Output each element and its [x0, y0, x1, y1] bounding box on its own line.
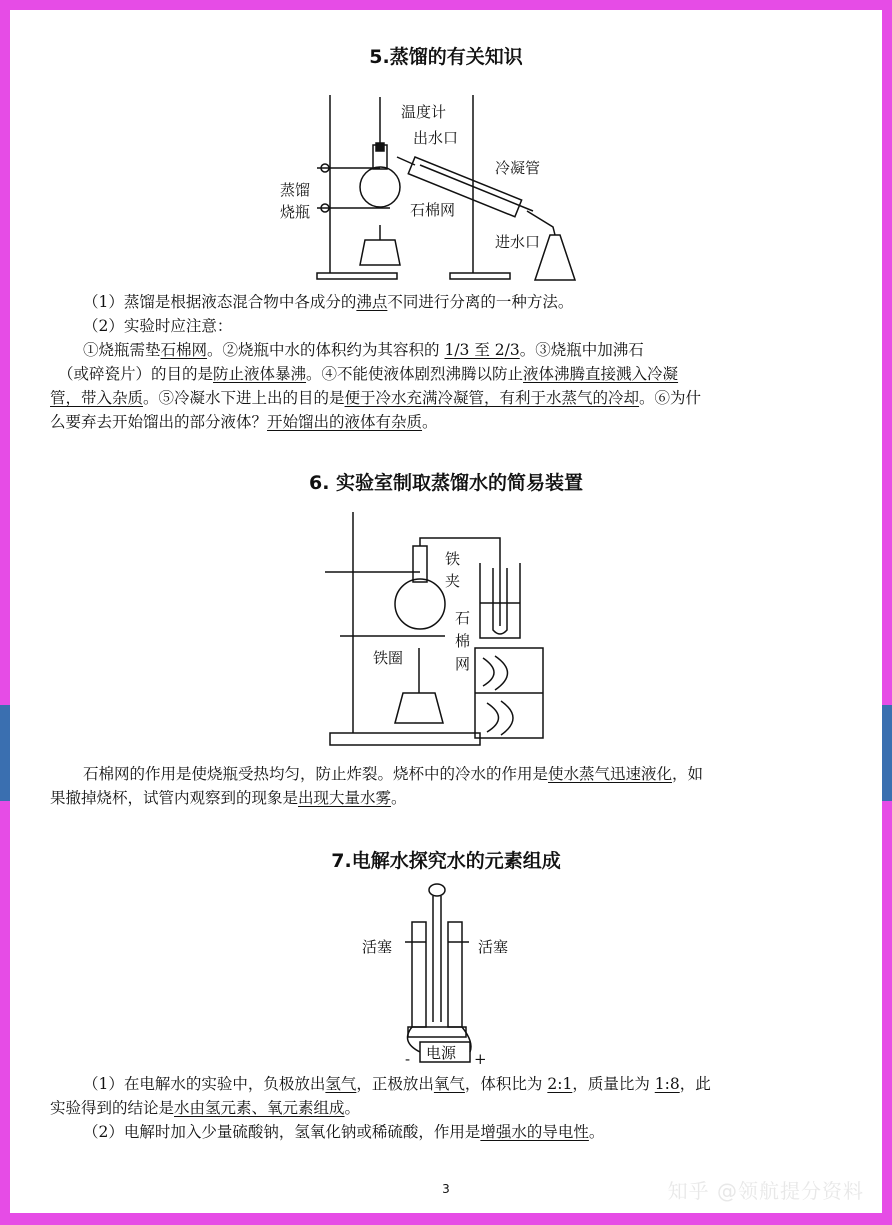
label-valve-left: 活塞: [362, 938, 393, 956]
electrolysis-figure: [350, 882, 530, 1067]
label-gauze-1: 石: [455, 609, 471, 627]
s6-para-line-1: 石棉网的作用是使烧瓶受热均匀，防止炸裂。烧杯中的冷水的作用是使水蒸气迅速液化，如: [83, 765, 704, 783]
label-clamp-1: 铁: [445, 550, 461, 568]
s5-para-1: （1）蒸馏是根据液态混合物中各成分的沸点不同进行分离的一种方法。: [83, 293, 574, 311]
label-flask-2: 烧瓶: [280, 203, 311, 221]
simple-still-figure: [315, 508, 555, 750]
document-page: [10, 10, 882, 1213]
label-water-inlet: 进水口: [495, 233, 541, 251]
label-negative: -: [405, 1050, 411, 1067]
s5-para-3-line-1: ①烧瓶需垫石棉网。②烧瓶中水的体积约为其容积的 1/3 至 2/3。③烧瓶中加沸石: [83, 341, 644, 359]
label-flask-1: 蒸馏: [280, 181, 311, 199]
s7-para-1-line-2: 实验得到的结论是水由氢元素、氧元素组成。: [50, 1099, 361, 1117]
section-7-title: 7.电解水探究水的元素组成: [331, 850, 561, 872]
s5-para-3-line-2: （或碎瓷片）的目的是防止液体暴沸。④不能使液体剧烈沸腾以防止液体沸腾直接溅入冷凝: [58, 365, 679, 383]
label-clamp-2: 夹: [445, 572, 461, 590]
label-gauze: 石棉网: [410, 201, 456, 219]
label-water-outlet: 出水口: [413, 129, 459, 147]
watermark: 知乎 @领航提分资料: [667, 1179, 864, 1203]
page-number: 3: [442, 1182, 450, 1196]
label-valve-right: 活塞: [478, 938, 509, 956]
label-thermometer: 温度计: [401, 103, 447, 121]
s5-para-2: （2）实验时应注意：: [83, 317, 233, 335]
s6-para-line-2: 果撤掉烧杯，试管内观察到的现象是出现大量水雾。: [50, 789, 407, 807]
distillation-figure: [265, 85, 625, 285]
s7-para-2: （2）电解时加入少量硫酸钠，氢氧化钠或稀硫酸，作用是增强水的导电性。: [83, 1123, 605, 1141]
label-positive: +: [474, 1050, 487, 1067]
label-iron-ring: 铁圈: [373, 649, 404, 667]
label-condenser: 冷凝管: [495, 159, 541, 177]
s7-para-1-line-1: （1）在电解水的实验中，负极放出氢气，正极放出氧气，体积比为 2:1，质量比为 1:8，此: [83, 1075, 711, 1093]
section-6-title: 6. 实验室制取蒸馏水的简易装置: [308, 472, 584, 494]
s5-para-3-line-3: 管，带入杂质。⑤冷凝水下进上出的目的是便于冷水充满冷凝管，有利于水蒸气的冷却。⑥为什: [50, 389, 702, 407]
s5-para-3-line-4: 么要弃去开始馏出的部分液体？开始馏出的液体有杂质。: [50, 413, 438, 431]
label-gauze-2: 棉: [455, 632, 471, 650]
label-gauze-3: 网: [455, 655, 471, 673]
label-power-source: 电源: [426, 1044, 457, 1062]
section-5-title: 5.蒸馏的有关知识: [369, 46, 523, 68]
